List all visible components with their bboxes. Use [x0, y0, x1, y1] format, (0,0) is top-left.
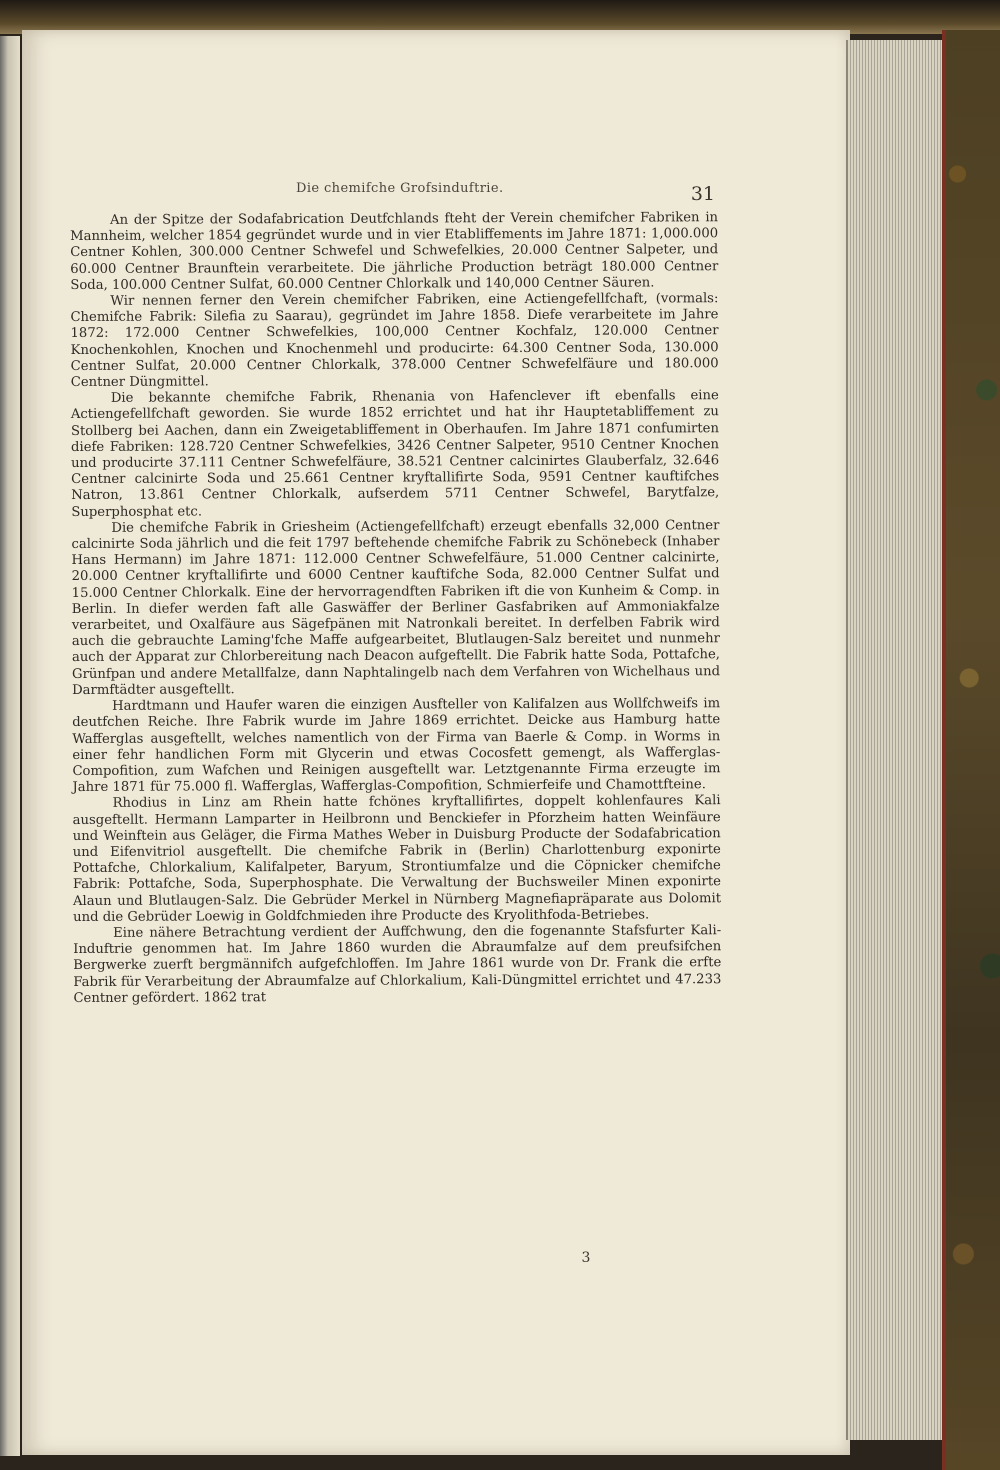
body-text [70, 210, 721, 1007]
marbled-cover [942, 30, 1000, 1470]
book-cover-top [0, 0, 1000, 34]
paragraph: Die chemifche Fabrik in Griesheim (Actiengefellfchaft) erzeugt ebenfalls 32,000 Centner calcinirte Soda jährlich und die feit 1797 beftehende chemifche Fabrik zu Schönebeck (Inhaber Hans Hermann) im Jahre 1871: 112.000 Centner Schwefelfäure, 51.000 Centner calcinirte, 20.000 Centner kryftallifirte und 6000 Centner kauftifche Soda, 82.000 Centner Sulfat und 15.000 Centner Chlorkalk. Eine der hervorragendften Fabriken ift die von Kunheim & Comp. in Berlin. In diefer werden faft alle Gaswäffer der Berliner Gasfabriken auf Ammoniakfalze verarbeitet, und Oxalfäure aus Sägefpänen mit Natronkali bereitet. In derfelben Fabrik wird auch die gebrauchte Laming'fche Maffe aufgearbeitet, Blutlaugen-Salz bereitet und nunmehr auch der Apparat zur Chlorbereitung nach Deacon aufgeftellt. Die Fabrik hatte Soda, Pottafche, Grünfpan und andere Metallfalze, dann Naphtalingelb nach dem Verfahren von Wichelhaus und Darmftädter ausgeftellt. [71, 518, 721, 698]
paragraph: Die bekannte chemifche Fabrik, Rhenania von Hafenclever ift ebenfalls eine Actiengefellfchaft geworden. Sie wurde 1852 errichtet und hat ihr Hauptetabliffement zu Stollberg bei Aachen, dann ein Zweigetabliffement in Oberhaufen. Im Jahre 1871 confumirten diefe Fabriken: 128.720 Centner Schwefelkies, 3426 Centner Salpeter, 9510 Centner Knochen und producirte 37.111 Centner Schwefelfäure, 38.521 Centner calcinirtes Glauberfalz, 32.646 Centner calcinirte Soda und 25.661 Centner kryftallifirte Soda, 9591 Centner kauftifches Natron, 13.861 Centner Chlorkalk, aufserdem 5711 Centner Schwefel, Barytfalze, Superphosphat etc. [70, 388, 720, 520]
facing-page-edge [0, 36, 20, 1456]
paragraph: Wir nennen ferner den Verein chemifcher Fabriken, eine Actiengefellfchaft, (vormals: Chemifche Fabrik: Silefia zu Saarau), gegründet im Jahre 1858. Diefe verarbeitete im Jahre 1872: 172.000 Centner Schwefelkies, 100,000 Centner Kochfalz, 120.000 Centner Knochenkohlen, Knochen und Knochenmehl und producirte: 64.300 Centner Soda, 130.000 Centner Sulfat, 20.000 Centner Chlorkalk, 378.000 Centner Schwefelfäure und 180.000 Centner Düngmittel. [70, 291, 719, 391]
page-number: 31 [690, 183, 715, 205]
signature-mark: 3 [581, 1250, 591, 1266]
paragraph: An der Spitze der Sodafabrication Deutfchlands fteht der Verein chemifcher Fabriken in Mannheim, welcher 1854 gegründet wurde und in vier Etabliffements im Jahre 1871: 1,000.000 Centner Kohlen, 300.000 Centner Schwefel und Schwefelkies, 20.000 Centner Salpeter, und 60.000 Centner Braunftein verarbeitete. Die jährliche Production beträgt 180.000 Centner Soda, 100.000 Centner Sulfat, 60.000 Centner Chlorkalk und 140,000 Centner Säuren. [70, 210, 719, 293]
running-header: Die chemifche Grofsinduftrie. [296, 181, 504, 196]
paragraph: Rhodius in Linz am Rhein hatte fchönes kryftallifirtes, doppelt kohlenfaures Kali ausgeftellt. Hermann Lamparter in Heilbronn und Benckiefer in Pforzheim hatten Weinfäure und Weinftein aus Geläger, die Firma Mathes Weber in Duisburg Producte der Sodafabrication und Eifenvitriol ausgeftellt. Die chemifche Fabrik in (Berlin) Charlottenburg exponirte Pottafche, Chlorkalium, Kalifalpeter, Baryum, Strontiumfalze und die Cöpnicker chemifche Fabrik: Pottafche, Soda, Superphosphate. Die Verwaltung der Buchsweiler Minen exponirte Alaun und Blutlaugen-Salz. Die Gebrüder Merkel in Nürnberg Magnefiapräparate aus Dolomit und die Gebrüder Loewig in Goldfchmieden ihre Producte des Kryolithfoda-Betriebes. [72, 793, 722, 925]
paragraph: Eine nähere Betrachtung verdient der Auffchwung, den die fogenannte Stafsfurter Kali-Induftrie genommen hat. Im Jahre 1860 wurden die Abraumfalze auf dem preufsifchen Bergwerke zuerft bergmännifch aufgefchloffen. Im Jahre 1861 wurde von Dr. Frank die erfte Fabrik für Verarbeitung der Abraumfalze auf Chlorkalium, Kali-Düngmittel errichtet und 47.233 Centner gefördert. 1862 trat [73, 923, 722, 1006]
paragraph: Hardtmann und Haufer waren die einzigen Ausfteller von Kalifalzen aus Wollfchweifs im deutfchen Reiche. Ihre Fabrik wurde im Jahre 1869 errichtet. Deicke aus Hamburg hatte Wafferglas ausgeftellt, welches namentlich von der Firma van Baerle & Comp. in Worms in einer fehr handlichen Form mit Glycerin und etwas Cocosfett gemengt, als Wafferglas-Compofition, zum Wafchen und Reinigen ausgeftellt war. Letztgenannte Firma erzeugte im Jahre 1871 für 75.000 fl. Wafferglas, Wafferglas-Compofition, Schmierfeife und Chamottfteine. [72, 696, 721, 796]
page-stack-edges [846, 40, 946, 1440]
